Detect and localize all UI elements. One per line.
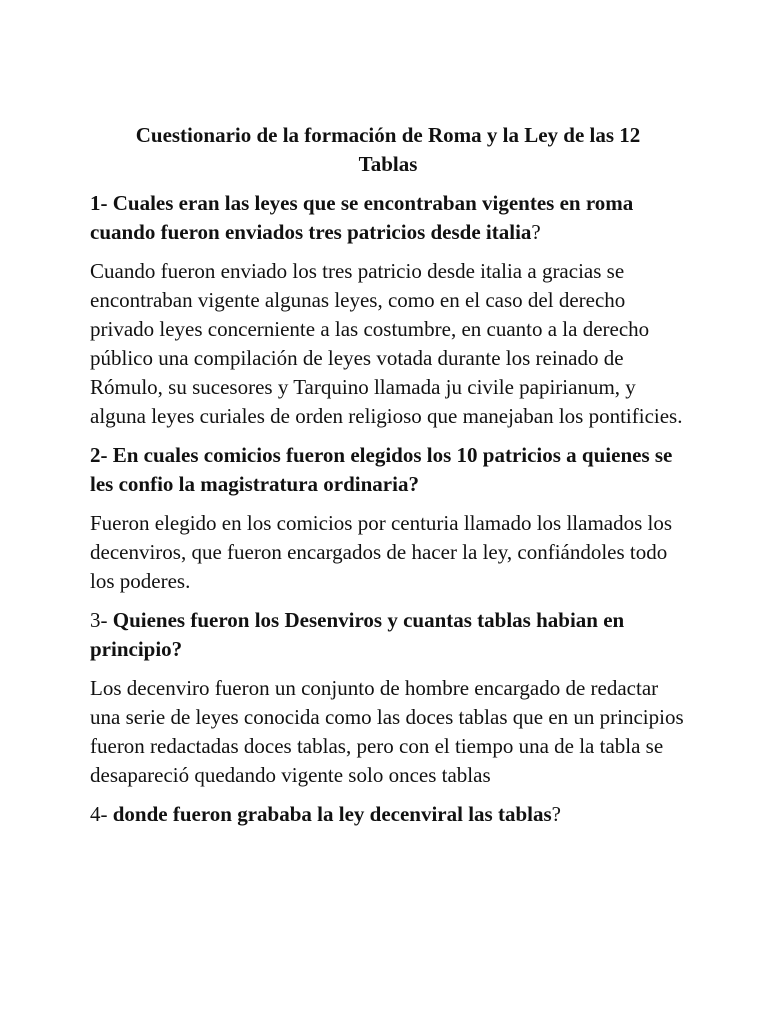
document-page	[90, 121, 686, 839]
answer-3: Los decenviro fueron un conjunto de hombre encargado de redactar una serie de leyes conocida como las doces tablas que en un principios fueron redactadas doces tablas, pero con el tiempo una de la tabla se desapareció quedando vigente solo onces tablas	[90, 676, 684, 787]
question-text: donde fueron grababa la ley decenviral las tablas	[112, 802, 552, 826]
question-text: Cuales eran las leyes que se encontraban vigentes en roma cuando fueron enviados tres patricios desde italia	[90, 191, 634, 244]
question-mark: ?	[531, 220, 541, 244]
question-mark: ?	[551, 802, 561, 826]
question-number: 2-	[90, 443, 113, 467]
question-number: 3-	[90, 608, 113, 632]
question-1	[90, 189, 686, 247]
question-number: 1-	[90, 191, 113, 215]
question-2	[90, 441, 686, 499]
question-text: En cuales comicios fueron elegidos los 10 patricios a quienes se les confio la magistratura ordinaria?	[90, 443, 673, 496]
question-4	[90, 800, 686, 829]
answer-2: Fueron elegido en los comicios por centuria llamado los llamados los decenviros, que fueron encargados de hacer la ley, confiándoles todo los poderes.	[90, 511, 673, 593]
answer-1: Cuando fueron enviado los tres patricio desde italia a gracias se encontraban vigente algunas leyes, como en el caso del derecho privado leyes concerniente a las costumbre, en cuanto a la derecho público una compilación de leyes votada durante los reinado de Rómulo, su sucesores y Tarquino llamada ju civile papirianum, y alguna leyes curiales de orden religioso que manejaban los pontificies.	[90, 259, 683, 428]
document-title: Cuestionario de la formación de Roma y la Ley de las 12 Tablas	[135, 123, 641, 176]
question-3	[90, 606, 686, 664]
question-text: Quienes fueron los Desenviros y cuantas tablas habian en principio?	[90, 608, 625, 661]
question-number: 4-	[90, 802, 113, 826]
